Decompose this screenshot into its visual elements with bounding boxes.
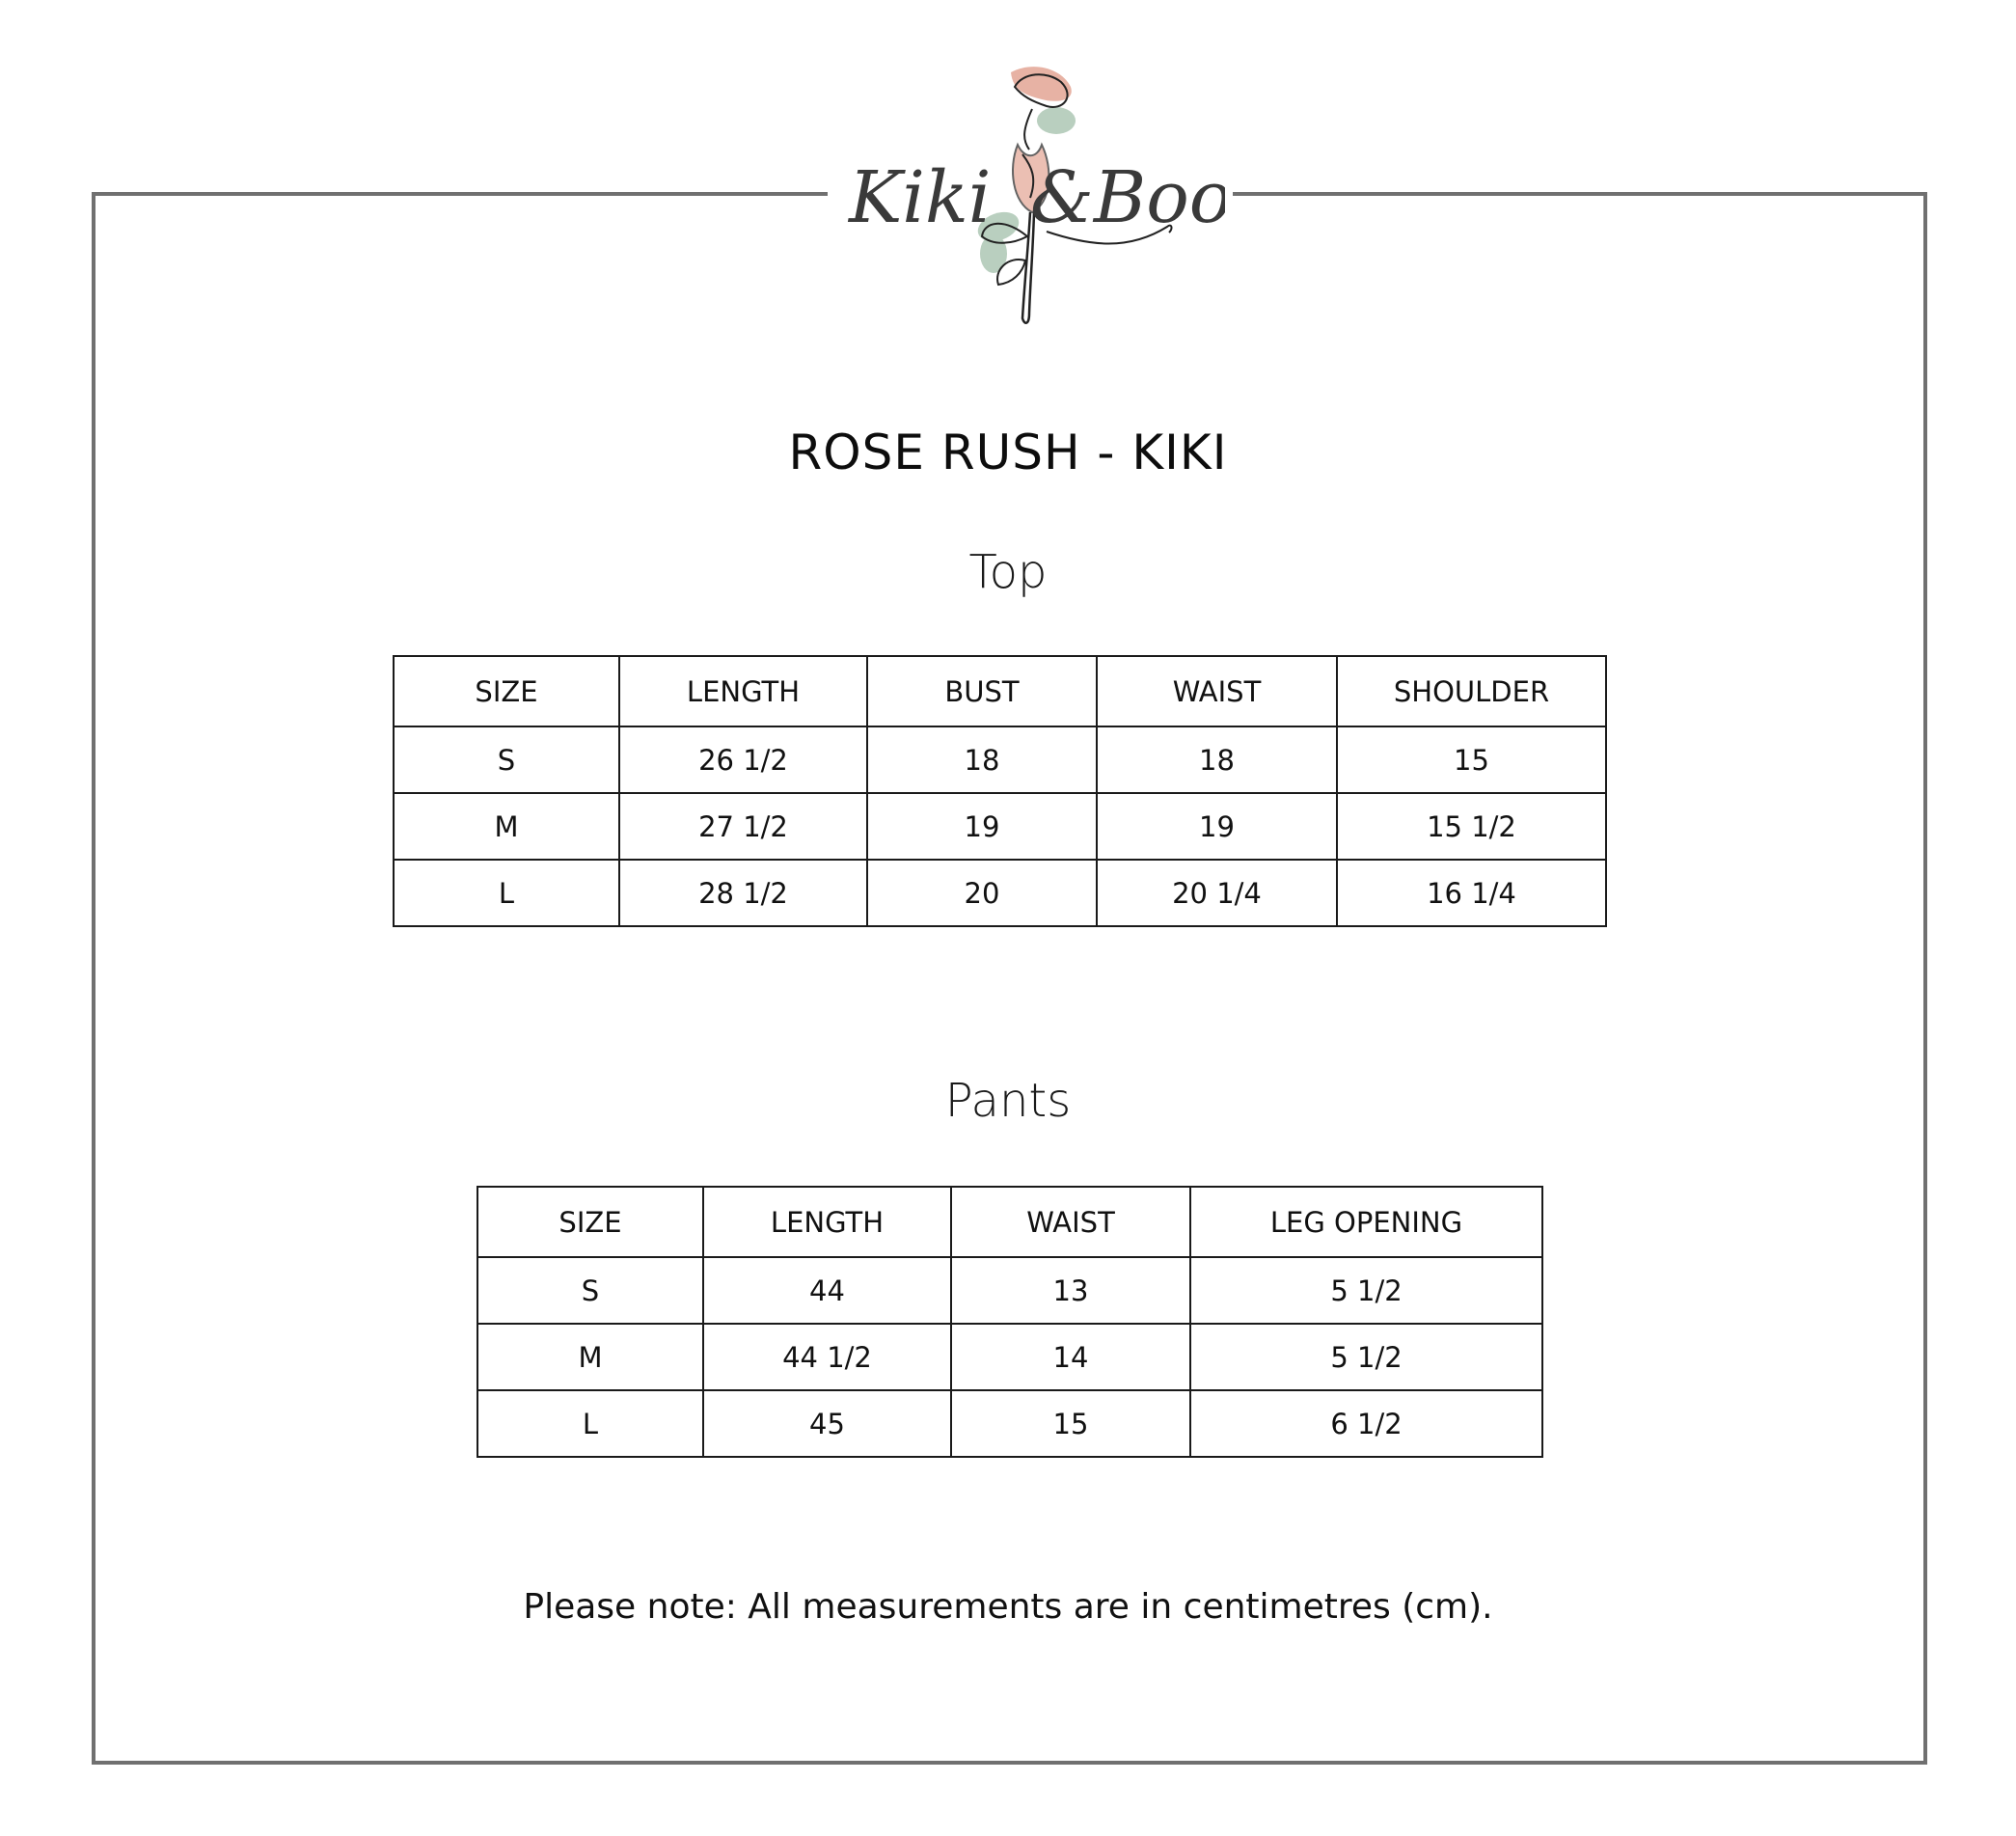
table-cell: 16 1/4 [1337,860,1606,926]
column-header: WAIST [951,1187,1190,1257]
table-cell: S [394,726,619,793]
table-cell: 15 [1337,726,1606,793]
table-cell: 45 [703,1390,951,1457]
svg-text:Kiki: Kiki [849,156,992,239]
column-header: SHOULDER [1337,656,1606,726]
measurement-note: Please note: All measurements are in centimetres (cm). [523,1587,1493,1627]
table-cell: 28 1/2 [619,860,867,926]
column-header: LENGTH [619,656,867,726]
table-row [394,726,1606,793]
table-row [477,1257,1542,1324]
table-cell: 20 [867,860,1097,926]
table-row [477,1324,1542,1390]
column-header: LENGTH [703,1187,951,1257]
table-cell: 15 [951,1390,1190,1457]
page-title: ROSE RUSH - KIKI [788,425,1228,480]
svg-text:&Boo: &Boo [1030,156,1225,239]
table-cell: 19 [867,793,1097,860]
top-heading: Top [968,545,1048,599]
table-cell: 5 1/2 [1190,1257,1542,1324]
table-cell: 13 [951,1257,1190,1324]
column-header: SIZE [477,1187,703,1257]
pants-heading: Pants [944,1074,1072,1128]
table-cell: 18 [867,726,1097,793]
table-cell: 14 [951,1324,1190,1390]
table-cell: M [394,793,619,860]
table-cell: 15 1/2 [1337,793,1606,860]
brand-logo [839,53,1225,343]
pants-size-table [477,1186,1543,1458]
table-cell: 26 1/2 [619,726,867,793]
column-header: SIZE [394,656,619,726]
table-header-row [477,1187,1542,1257]
table-cell: 19 [1097,793,1337,860]
table-cell: 18 [1097,726,1337,793]
table-row [477,1390,1542,1457]
table-cell: S [477,1257,703,1324]
table-cell: L [394,860,619,926]
table-cell: 44 1/2 [703,1324,951,1390]
top-size-table [393,655,1607,927]
column-header: WAIST [1097,656,1337,726]
table-row [394,793,1606,860]
table-row [394,860,1606,926]
table-cell: 27 1/2 [619,793,867,860]
table-cell: 6 1/2 [1190,1390,1542,1457]
table-cell: 5 1/2 [1190,1324,1542,1390]
column-header: BUST [867,656,1097,726]
table-cell: 44 [703,1257,951,1324]
column-header: LEG OPENING [1190,1187,1542,1257]
table-cell: M [477,1324,703,1390]
table-cell: 20 1/4 [1097,860,1337,926]
table-header-row [394,656,1606,726]
rose-logo-icon [839,53,1225,343]
table-cell: L [477,1390,703,1457]
